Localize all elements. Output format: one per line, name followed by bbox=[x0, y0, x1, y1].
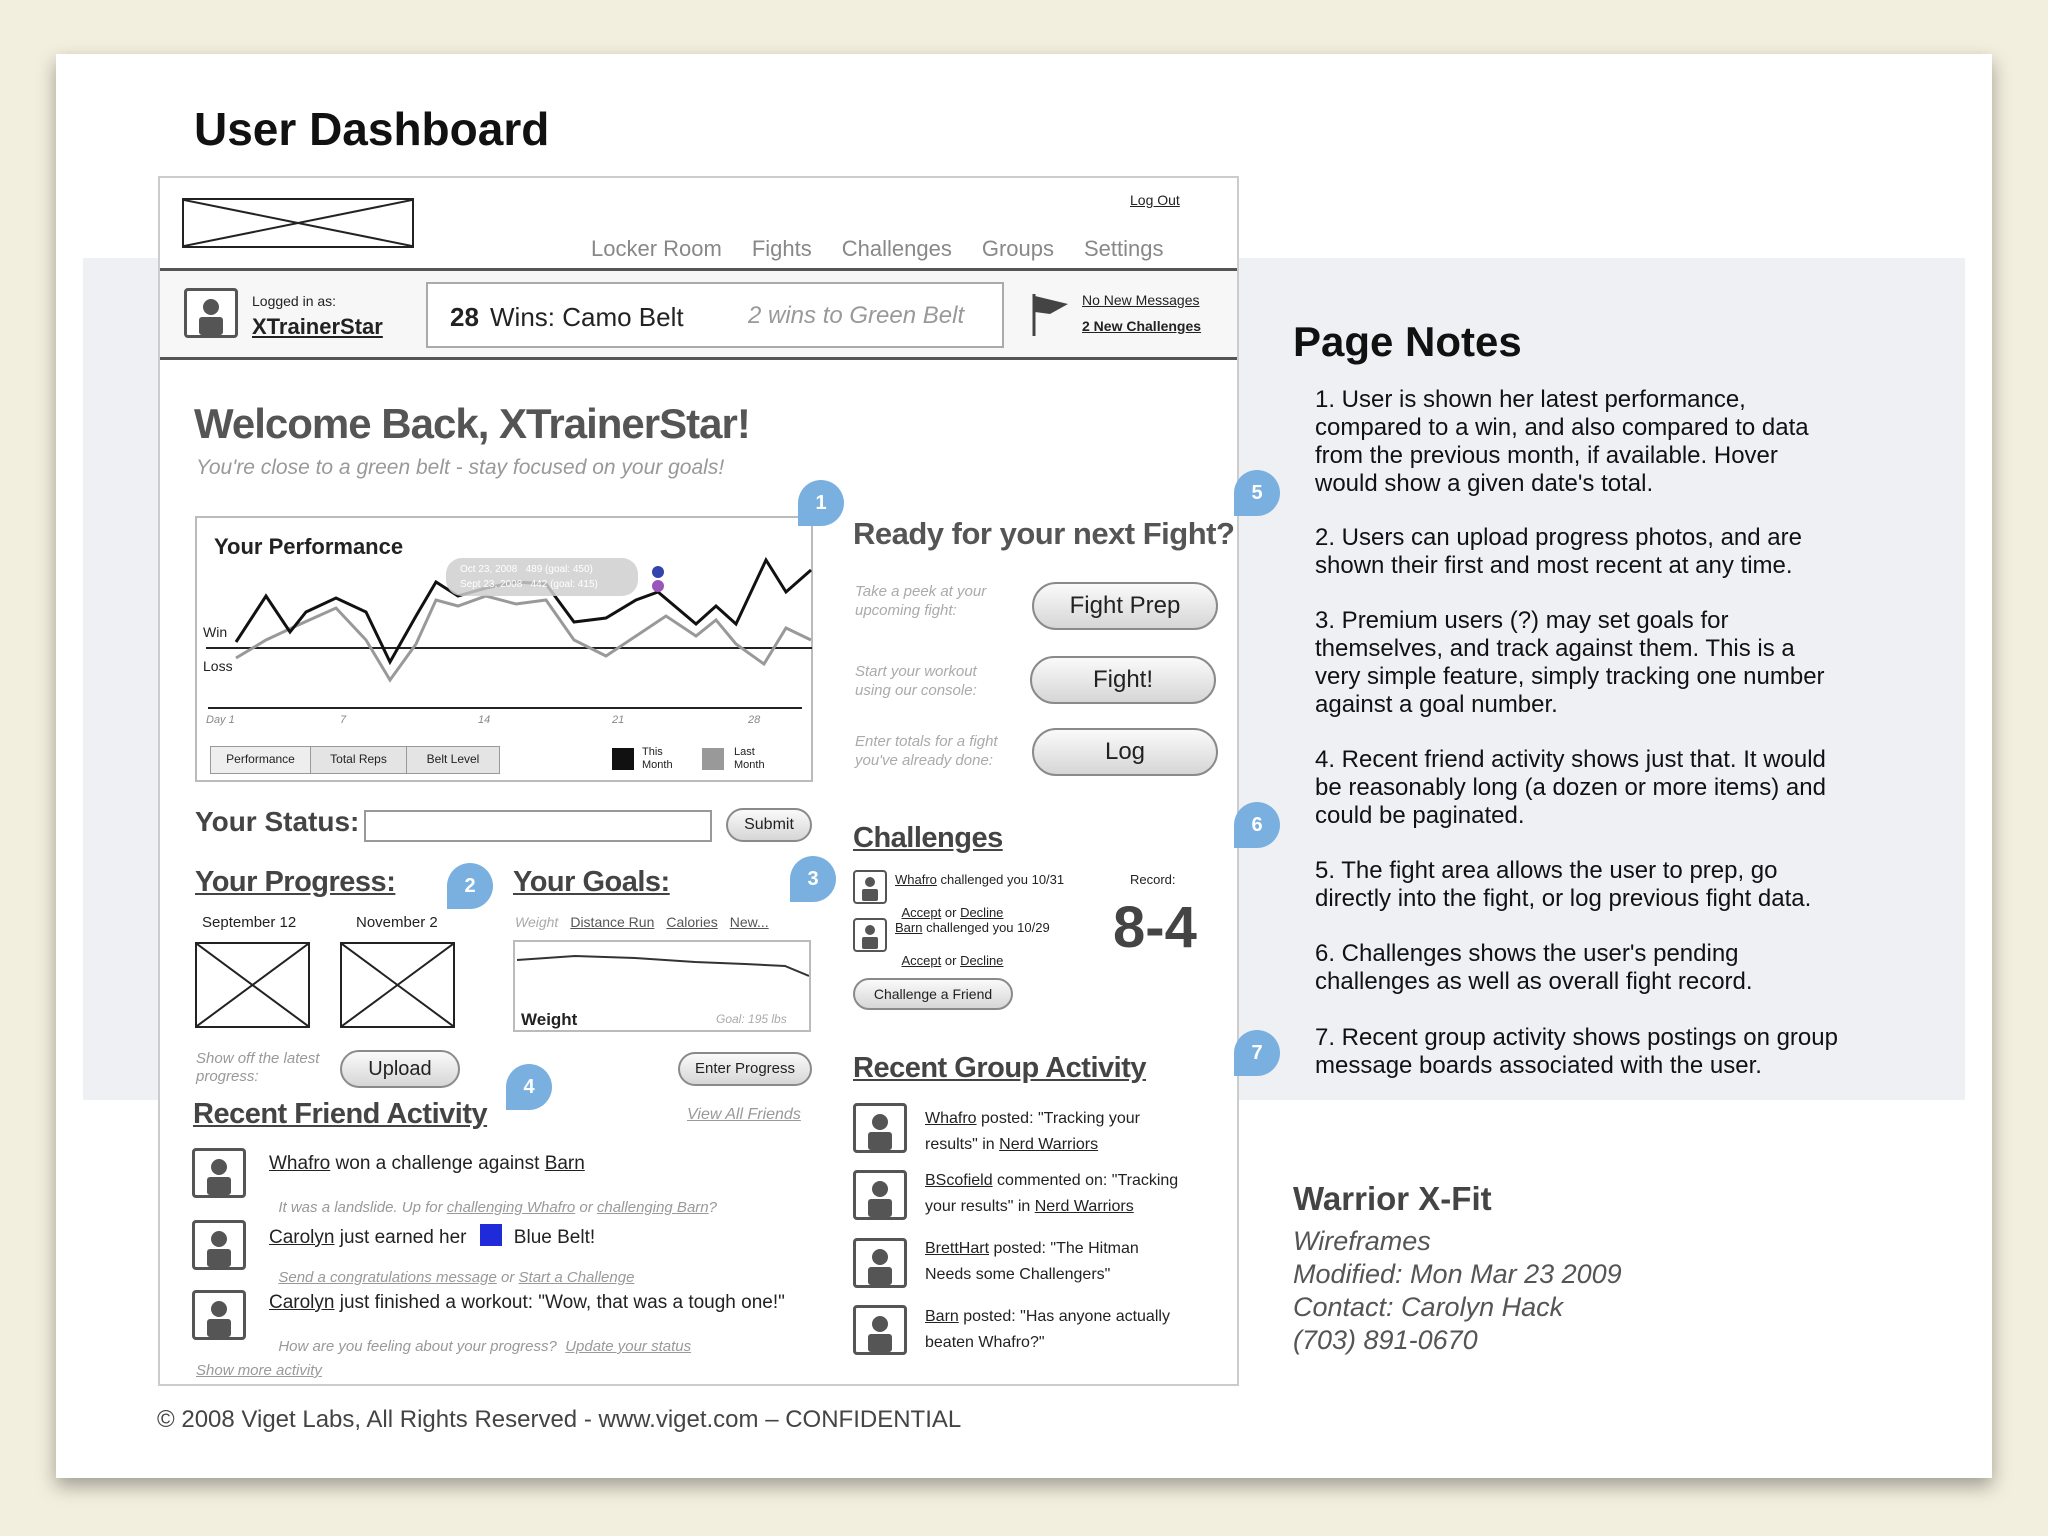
group-title: Recent Group Activity bbox=[853, 1052, 1146, 1084]
note-1: 1. User is shown her latest performance, compared to a win, and also compared to data from the previous month, if available. Hover would show a given date's total. bbox=[1315, 386, 1809, 497]
group-avatar-1[interactable] bbox=[853, 1103, 907, 1153]
tab-total-reps[interactable]: Total Reps bbox=[311, 747, 407, 773]
challenge-actions-1: Accept or Decline bbox=[901, 905, 1004, 920]
annotation-marker-6: 6 bbox=[1234, 802, 1280, 848]
welcome-title: Welcome Back, XTrainerStar! bbox=[194, 400, 750, 447]
friend-name-3[interactable]: Carolyn bbox=[269, 1292, 335, 1313]
enter-progress-button[interactable]: Enter Progress bbox=[678, 1052, 812, 1086]
belt-name: Blue Belt! bbox=[513, 1227, 596, 1248]
logo-placeholder bbox=[182, 198, 414, 248]
challenger-avatar-1[interactable] bbox=[853, 870, 887, 904]
annotation-marker-7: 7 bbox=[1234, 1030, 1280, 1076]
group-poster-2[interactable]: BScofield bbox=[925, 1172, 993, 1189]
legend-last-label: Last Month bbox=[734, 746, 765, 771]
next-belt-text: 2 wins to Green Belt bbox=[748, 302, 965, 329]
tooltip-line-2: Sept 23, 2008 442 (goal: 415) bbox=[460, 579, 598, 590]
log-button[interactable]: Log bbox=[1032, 728, 1218, 776]
challenge-friend-button[interactable]: Challenge a Friend bbox=[853, 978, 1013, 1010]
photo2-label: November 2 bbox=[356, 914, 438, 931]
progress-photo-2[interactable] bbox=[340, 942, 455, 1028]
friend-avatar-3[interactable] bbox=[192, 1290, 246, 1340]
annotation-marker-5: 5 bbox=[1234, 470, 1280, 516]
friend-avatar-2[interactable] bbox=[192, 1220, 246, 1270]
notes-title: Page Notes bbox=[1293, 318, 1522, 365]
chart-tabs bbox=[210, 746, 500, 774]
challenge-2: Barn challenged you 10/29 bbox=[895, 920, 1050, 935]
tick-28: 28 bbox=[748, 714, 761, 726]
group-avatar-4[interactable] bbox=[853, 1305, 907, 1355]
goal-tab-weight[interactable]: Weight bbox=[515, 914, 559, 930]
challenger-avatar-2[interactable] bbox=[853, 918, 887, 952]
friend-name-1[interactable]: Whafro bbox=[269, 1153, 331, 1174]
project-line-2: Modified: Mon Mar 23 2009 bbox=[1293, 1259, 1622, 1289]
annotation-marker-2: 2 bbox=[447, 863, 493, 909]
group-post-3: BrettHart posted: "The Hitman Needs some Challengers" bbox=[925, 1240, 1139, 1283]
challenge-1: Whafro challenged you 10/31 bbox=[895, 872, 1065, 887]
show-more-link[interactable]: Show more activity bbox=[196, 1362, 322, 1379]
tick-14: 14 bbox=[478, 714, 491, 726]
flag-icon[interactable] bbox=[1030, 292, 1072, 343]
group-poster-1[interactable]: Whafro bbox=[925, 1110, 977, 1127]
photo1-label: September 12 bbox=[202, 914, 297, 931]
tooltip-line-1: Oct 23, 2008 489 (goal: 450) bbox=[460, 564, 593, 575]
fight-hint-3: Enter totals for a fight you've already done: bbox=[855, 733, 998, 769]
decline-link-2[interactable]: Decline bbox=[960, 953, 1004, 968]
challenger-name-2[interactable]: Barn bbox=[895, 920, 923, 935]
project-line-3: Contact: Carolyn Hack bbox=[1293, 1292, 1564, 1322]
friends-title: Recent Friend Activity bbox=[193, 1098, 488, 1130]
tick-day1: Day 1 bbox=[206, 714, 235, 726]
goal-tab-calories[interactable]: Calories bbox=[666, 914, 718, 930]
nav-challenges[interactable]: Challenges bbox=[841, 236, 952, 261]
friend-sub-3: How are you feeling about your progress? Update your status bbox=[278, 1338, 692, 1355]
friend-activity-1: Whafro won a challenge against Barn bbox=[269, 1153, 585, 1174]
point-last-month bbox=[652, 580, 664, 592]
goals-title: Your Goals: bbox=[513, 866, 670, 898]
status-input[interactable] bbox=[364, 810, 712, 842]
annotation-marker-4: 4 bbox=[506, 1064, 552, 1110]
tick-7: 7 bbox=[340, 714, 347, 726]
friend-activity-3: Carolyn just finished a workout: "Wow, that was a tough one!" bbox=[269, 1292, 785, 1313]
page-title: User Dashboard bbox=[194, 103, 550, 155]
progress-title: Your Progress: bbox=[195, 866, 396, 898]
challenges-link[interactable]: 2 New Challenges bbox=[1082, 318, 1202, 334]
goal-target-label: Goal: 195 lbs bbox=[716, 1012, 787, 1026]
fight-title: Ready for your next Fight? bbox=[853, 516, 1235, 551]
goal-tab-distance[interactable]: Distance Run bbox=[570, 914, 655, 930]
last-month-line bbox=[236, 596, 811, 680]
fight-hint-1: Take a peek at your upcoming fight: bbox=[855, 583, 987, 619]
group-avatar-3[interactable] bbox=[853, 1238, 907, 1288]
note-7: 7. Recent group activity shows postings on group message boards associated with the user. bbox=[1315, 1024, 1838, 1079]
nav-settings[interactable]: Settings bbox=[1084, 236, 1164, 261]
user-avatar bbox=[184, 288, 238, 338]
friend-target-1[interactable]: Barn bbox=[544, 1153, 585, 1174]
wins-count: 28 bbox=[450, 302, 479, 332]
note-5: 5. The fight area allows the user to prep, go directly into the fight, or log previous fight data. bbox=[1315, 857, 1812, 912]
congrats-link[interactable]: Send a congratulations message bbox=[278, 1269, 497, 1286]
legend-this-label: This Month bbox=[642, 746, 673, 771]
project-name: Warrior X-Fit bbox=[1293, 1180, 1492, 1217]
legend-last-swatch bbox=[702, 748, 724, 770]
group-link-1[interactable]: Nerd Warriors bbox=[999, 1136, 1099, 1153]
upload-button[interactable]: Upload bbox=[340, 1050, 460, 1088]
nav-locker-room[interactable]: Locker Room bbox=[591, 236, 722, 261]
username-link[interactable]: XTrainerStar bbox=[252, 314, 383, 339]
goal-tab-new[interactable]: New... bbox=[729, 914, 769, 930]
view-all-friends-link[interactable]: View All Friends bbox=[687, 1106, 801, 1123]
decline-link-1[interactable]: Decline bbox=[960, 905, 1004, 920]
fight-prep-button[interactable]: Fight Prep bbox=[1032, 582, 1218, 630]
accept-link-2[interactable]: Accept bbox=[901, 953, 942, 968]
welcome-subtitle: You're close to a green belt - stay focused on your goals! bbox=[196, 456, 725, 479]
accept-link-1[interactable]: Accept bbox=[901, 905, 942, 920]
challenges-title: Challenges bbox=[853, 822, 1003, 854]
note-2: 2. Users can upload progress photos, and are shown their first and most recent at any time. bbox=[1315, 524, 1802, 579]
copyright-footer: © 2008 Viget Labs, All Rights Reserved - www.viget.com – CONFIDENTIAL bbox=[157, 1406, 962, 1433]
fight-button[interactable]: Fight! bbox=[1030, 656, 1216, 704]
upload-hint: Show off the latest progress: bbox=[196, 1050, 320, 1085]
point-this-month bbox=[652, 566, 664, 578]
project-line-1: Wireframes bbox=[1293, 1226, 1431, 1256]
status-label: Your Status: bbox=[195, 806, 360, 837]
group-post-1: Whafro posted: "Tracking your results" in Nerd Warriors bbox=[925, 1110, 1140, 1153]
tab-belt-level[interactable]: Belt Level bbox=[407, 747, 499, 773]
project-line-4: (703) 891-0670 bbox=[1293, 1325, 1478, 1355]
note-4: 4. Recent friend activity shows just that. It would be reasonably long (a dozen or more items) and could be paginated. bbox=[1315, 746, 1826, 829]
friend-avatar-1[interactable] bbox=[192, 1148, 246, 1198]
goal-chart-label: Weight bbox=[521, 1010, 578, 1029]
nav-fights[interactable]: Fights bbox=[751, 236, 812, 261]
note-3: 3. Premium users (?) may set goals for themselves, and track against them. This is a very simple feature, simply tracking one number against a goal number. bbox=[1315, 607, 1825, 718]
fight-record: 8-4 bbox=[1113, 895, 1197, 960]
submit-button[interactable]: Submit bbox=[726, 808, 812, 842]
progress-photo-1[interactable] bbox=[195, 942, 310, 1028]
group-poster-4[interactable]: Barn bbox=[925, 1308, 959, 1325]
nav-groups[interactable]: Groups bbox=[981, 236, 1054, 261]
friend-sub-2: Send a congratulations message or Start a Challenge bbox=[278, 1269, 635, 1286]
friend-activity-2: Carolyn just earned her Blue Belt! bbox=[269, 1224, 595, 1249]
challenge-actions-2: Accept or Decline bbox=[901, 953, 1004, 968]
group-link-2[interactable]: Nerd Warriors bbox=[1034, 1198, 1134, 1215]
challenger-name-1[interactable]: Whafro bbox=[895, 872, 937, 887]
group-poster-3[interactable]: BrettHart bbox=[925, 1240, 990, 1257]
annotation-marker-3: 3 bbox=[790, 856, 836, 902]
update-status-link[interactable]: Update your status bbox=[565, 1338, 692, 1355]
win-label: Win bbox=[203, 624, 228, 640]
loss-label: Loss bbox=[203, 658, 233, 674]
tick-21: 21 bbox=[612, 714, 625, 726]
group-avatar-2[interactable] bbox=[853, 1170, 907, 1220]
logged-in-label: Logged in as: bbox=[252, 293, 337, 309]
group-post-2: BScofield commented on: "Tracking your results" in Nerd Warriors bbox=[925, 1172, 1179, 1215]
group-post-4: Barn posted: "Has anyone actually beaten Whafro?" bbox=[925, 1308, 1170, 1351]
fight-hint-2: Start your workout using our console: bbox=[855, 663, 977, 699]
goals-tabs bbox=[515, 914, 769, 930]
main-nav bbox=[591, 236, 1164, 262]
messages-link[interactable]: No New Messages bbox=[1082, 292, 1200, 308]
challenge-barn-link[interactable]: challenging Barn bbox=[596, 1199, 709, 1216]
annotation-marker-1: 1 bbox=[798, 480, 844, 526]
legend-this-swatch bbox=[612, 748, 634, 770]
friend-sub-1: It was a landslide. Up for challenging Whafro or challenging Barn? bbox=[278, 1199, 717, 1216]
challenge-whafro-link[interactable]: challenging Whafro bbox=[446, 1199, 576, 1216]
record-label: Record: bbox=[1130, 872, 1176, 887]
logout-link[interactable]: Log Out bbox=[1130, 192, 1180, 208]
start-challenge-link[interactable]: Start a Challenge bbox=[518, 1269, 635, 1286]
note-6: 6. Challenges shows the user's pending challenges as well as overall fight record. bbox=[1315, 940, 1753, 995]
performance-title: Your Performance bbox=[214, 534, 404, 559]
wins-text: Wins: Camo Belt bbox=[490, 302, 684, 332]
tab-performance[interactable]: Performance bbox=[211, 747, 311, 773]
blue-belt-swatch bbox=[480, 1224, 502, 1246]
friend-name-2[interactable]: Carolyn bbox=[269, 1227, 335, 1248]
